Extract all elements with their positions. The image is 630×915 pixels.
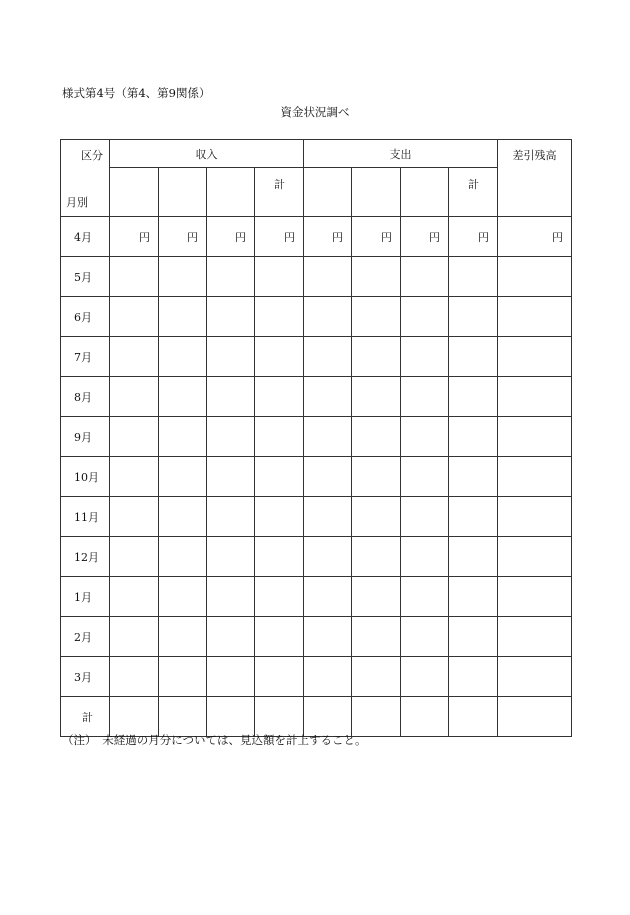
amount-cell: [304, 657, 352, 697]
corner-cell: [61, 140, 110, 217]
amount-cell: [207, 297, 255, 337]
amount-cell: [352, 537, 401, 577]
amount-cell: [255, 377, 304, 417]
month-row: [61, 417, 572, 457]
amount-cell: [449, 657, 498, 697]
month-row: [61, 537, 572, 577]
amount-cell: [498, 537, 572, 577]
amount-cell: [352, 257, 401, 297]
amount-cell: [449, 377, 498, 417]
amount-cell: [401, 657, 449, 697]
amount-cell: [449, 337, 498, 377]
month-row: [61, 577, 572, 617]
total-cell: [207, 697, 255, 737]
amount-cell: [304, 297, 352, 337]
amount-cell: [207, 497, 255, 537]
amount-cell: [498, 257, 572, 297]
amount-cell: [304, 617, 352, 657]
month-label-cell: 10月: [61, 457, 110, 497]
amount-cell: [352, 497, 401, 537]
amount-cell: [110, 377, 159, 417]
amount-cell: [449, 257, 498, 297]
month-label-cell: 2月: [61, 617, 110, 657]
amount-cell: [401, 577, 449, 617]
month-label-cell: 11月: [61, 497, 110, 537]
amount-cell: [255, 457, 304, 497]
unit-yen: 円: [401, 217, 449, 257]
amount-cell: [159, 417, 207, 457]
amount-cell: [449, 417, 498, 457]
footnote: （注） 未経過の月分については、見込額を計上すること。: [62, 733, 367, 747]
expense-col-1-header: [304, 168, 352, 217]
amount-cell: [207, 657, 255, 697]
amount-cell: [304, 537, 352, 577]
header-row-1: [61, 140, 572, 168]
total-cell: [352, 697, 401, 737]
month-row: [61, 377, 572, 417]
amount-cell: [401, 497, 449, 537]
amount-cell: [352, 417, 401, 457]
amount-cell: [304, 337, 352, 377]
amount-cell: [207, 257, 255, 297]
amount-cell: [207, 417, 255, 457]
amount-cell: [255, 297, 304, 337]
amount-cell: [449, 617, 498, 657]
amount-cell: [498, 297, 572, 337]
amount-cell: [110, 577, 159, 617]
amount-cell: [110, 497, 159, 537]
unit-yen: 円: [255, 217, 304, 257]
income-header: 収入: [110, 140, 304, 168]
unit-yen: 円: [304, 217, 352, 257]
total-cell: [110, 697, 159, 737]
amount-cell: [401, 457, 449, 497]
amount-cell: [207, 537, 255, 577]
income-col-2-header: [159, 168, 207, 217]
amount-cell: [110, 617, 159, 657]
amount-cell: [498, 337, 572, 377]
month-label: 月別: [66, 196, 88, 209]
amount-cell: [449, 297, 498, 337]
amount-cell: [110, 457, 159, 497]
amount-cell: [255, 337, 304, 377]
amount-cell: [498, 497, 572, 537]
amount-cell: [498, 457, 572, 497]
month-row: [61, 297, 572, 337]
amount-cell: [255, 417, 304, 457]
amount-cell: [401, 377, 449, 417]
amount-cell: [352, 617, 401, 657]
amount-cell: [159, 617, 207, 657]
month-label-cell: 12月: [61, 537, 110, 577]
amount-cell: [401, 337, 449, 377]
amount-cell: [498, 577, 572, 617]
amount-cell: [110, 257, 159, 297]
month-label-cell: 1月: [61, 577, 110, 617]
amount-cell: [401, 617, 449, 657]
month-label-cell: 3月: [61, 657, 110, 697]
month-label-cell: 8月: [61, 377, 110, 417]
month-row: [61, 457, 572, 497]
total-cell: [255, 697, 304, 737]
amount-cell: [401, 537, 449, 577]
amount-cell: [498, 417, 572, 457]
amount-cell: [449, 457, 498, 497]
amount-cell: [110, 657, 159, 697]
amount-cell: [352, 457, 401, 497]
document-title: 資金状況調べ: [280, 105, 350, 119]
amount-cell: [255, 537, 304, 577]
amount-cell: [401, 257, 449, 297]
unit-yen: 円: [449, 217, 498, 257]
income-col-1-header: [110, 168, 159, 217]
amount-cell: [110, 417, 159, 457]
amount-cell: [498, 377, 572, 417]
expense-col-2-header: [352, 168, 401, 217]
amount-cell: [498, 617, 572, 657]
amount-cell: [207, 577, 255, 617]
amount-cell: [304, 417, 352, 457]
month-row: [61, 657, 572, 697]
total-cell: [304, 697, 352, 737]
amount-cell: [401, 417, 449, 457]
amount-cell: [159, 377, 207, 417]
month-row: [61, 257, 572, 297]
amount-cell: [159, 497, 207, 537]
amount-cell: [449, 577, 498, 617]
income-col-3-header: [207, 168, 255, 217]
amount-cell: [304, 577, 352, 617]
amount-cell: [304, 457, 352, 497]
month-rows: [61, 217, 572, 697]
amount-cell: [207, 617, 255, 657]
amount-cell: [159, 337, 207, 377]
amount-cell: [401, 297, 449, 337]
amount-cell: [159, 257, 207, 297]
unit-yen: 円: [207, 217, 255, 257]
amount-cell: [159, 297, 207, 337]
month-row: [61, 337, 572, 377]
amount-cell: [498, 657, 572, 697]
unit-yen: 円: [159, 217, 207, 257]
amount-cell: [255, 617, 304, 657]
unit-yen: 円: [498, 217, 572, 257]
amount-cell: [449, 497, 498, 537]
month-label-cell: 6月: [61, 297, 110, 337]
amount-cell: [159, 537, 207, 577]
month-label-cell: 9月: [61, 417, 110, 457]
total-row-label: 計: [61, 697, 110, 737]
month-row: [61, 617, 572, 657]
month-row: [61, 497, 572, 537]
amount-cell: [110, 537, 159, 577]
expense-subtotal-header: 計: [449, 168, 498, 217]
expense-header: 支出: [304, 140, 498, 168]
amount-cell: [352, 657, 401, 697]
unit-yen: 円: [110, 217, 159, 257]
amount-cell: [207, 337, 255, 377]
total-cell: [159, 697, 207, 737]
unit-yen: 円: [352, 217, 401, 257]
amount-cell: [207, 377, 255, 417]
fund-status-table: [60, 139, 572, 737]
amount-cell: [255, 257, 304, 297]
amount-cell: [304, 377, 352, 417]
header-row-2: [61, 168, 572, 217]
balance-header: 差引残高: [498, 140, 572, 217]
total-cell: [498, 697, 572, 737]
month-label-cell: 4月: [61, 217, 110, 257]
amount-cell: [110, 337, 159, 377]
amount-cell: [352, 577, 401, 617]
amount-cell: [255, 577, 304, 617]
amount-cell: [159, 657, 207, 697]
month-label-cell: 7月: [61, 337, 110, 377]
amount-cell: [449, 537, 498, 577]
form-number: 様式第4号（第4、第9関係）: [62, 86, 211, 100]
amount-cell: [255, 497, 304, 537]
income-subtotal-header: 計: [255, 168, 304, 217]
amount-cell: [255, 657, 304, 697]
amount-cell: [352, 297, 401, 337]
amount-cell: [159, 577, 207, 617]
month-row: [61, 217, 572, 257]
amount-cell: [304, 497, 352, 537]
amount-cell: [352, 337, 401, 377]
amount-cell: [304, 257, 352, 297]
total-cell: [449, 697, 498, 737]
total-row: [61, 697, 572, 737]
expense-col-3-header: [401, 168, 449, 217]
amount-cell: [159, 457, 207, 497]
month-label-cell: 5月: [61, 257, 110, 297]
amount-cell: [110, 297, 159, 337]
amount-cell: [352, 377, 401, 417]
amount-cell: [207, 457, 255, 497]
total-cell: [401, 697, 449, 737]
category-label: 区分: [81, 149, 103, 162]
